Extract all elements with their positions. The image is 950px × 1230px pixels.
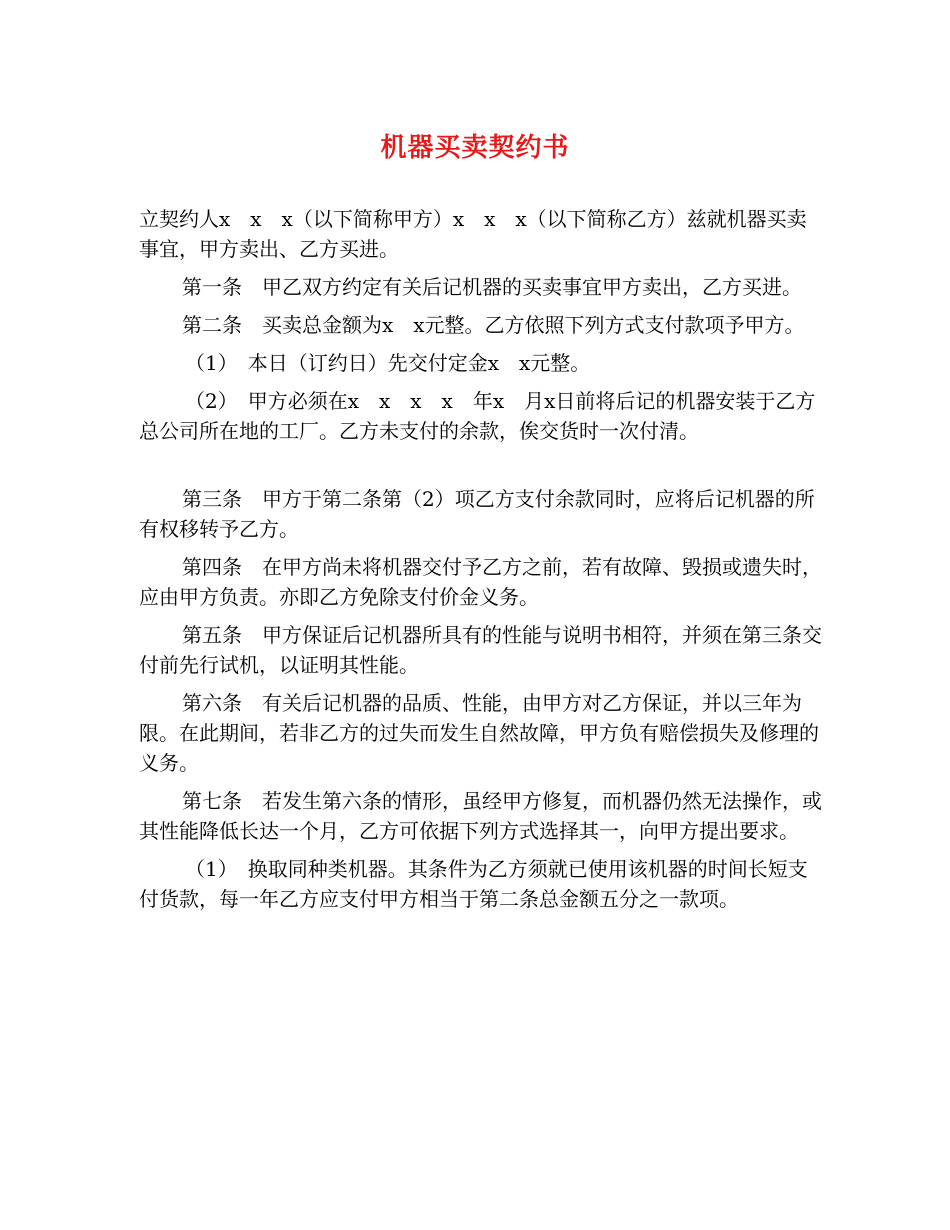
article-2-item-1: （1） 本日（订约日）先交付定金x x元整。: [185, 351, 591, 375]
article-6-paragraph: 第六条 有关后记机器的品质、性能，由甲方对乙方保证，并以三年为限。在此期间，若非乙方的过失而发生自然故障，甲方负有赔偿损失及修理的义务。: [139, 691, 819, 775]
document-title: 机器买卖契约书: [380, 133, 570, 163]
article-7-item-1: （1） 换取同种类机器。其条件为乙方须就已使用该机器的时间长短支付货款，每一年乙方应支付甲方相当于第二条总金额五分之一款项。: [139, 857, 808, 911]
article-4-paragraph: 第四条 在甲方尚未将机器交付予乙方之前，若有故障、毁损或遗失时，应由甲方负责。亦即乙方免除支付价金义务。: [139, 555, 822, 609]
article-2-paragraph: 第二条 买卖总金额为x x元整。乙方依照下列方式支付款项予甲方。: [182, 313, 805, 337]
document-body: [139, 204, 823, 922]
preamble-paragraph: 立契约人x x x（以下简称甲方）x x x（以下简称乙方）兹就机器买卖事宜，甲方卖出、乙方买进。: [139, 207, 807, 261]
article-2-item-2: （2） 甲方必须在x x x x 年x 月x日前将后记的机器安装于乙方总公司所在地的工厂。乙方未支付的余款，俟交货时一次付清。: [139, 389, 816, 443]
article-7-paragraph: 第七条 若发生第六条的情形，虽经甲方修复，而机器仍然无法操作，或其性能降低长达一个月，乙方可依据下列方式选择其一，向甲方提出要求。: [139, 789, 822, 843]
article-5-paragraph: 第五条 甲方保证后记机器所具有的性能与说明书相符，并须在第三条交付前先行试机，以证明其性能。: [139, 623, 822, 677]
article-1-paragraph: 第一条 甲乙双方约定有关后记机器的买卖事宜甲方卖出，乙方买进。: [182, 275, 802, 299]
article-3-paragraph: 第三条 甲方于第二条第（2）项乙方支付余款同时，应将后记机器的所有权移转予乙方。: [139, 487, 815, 541]
